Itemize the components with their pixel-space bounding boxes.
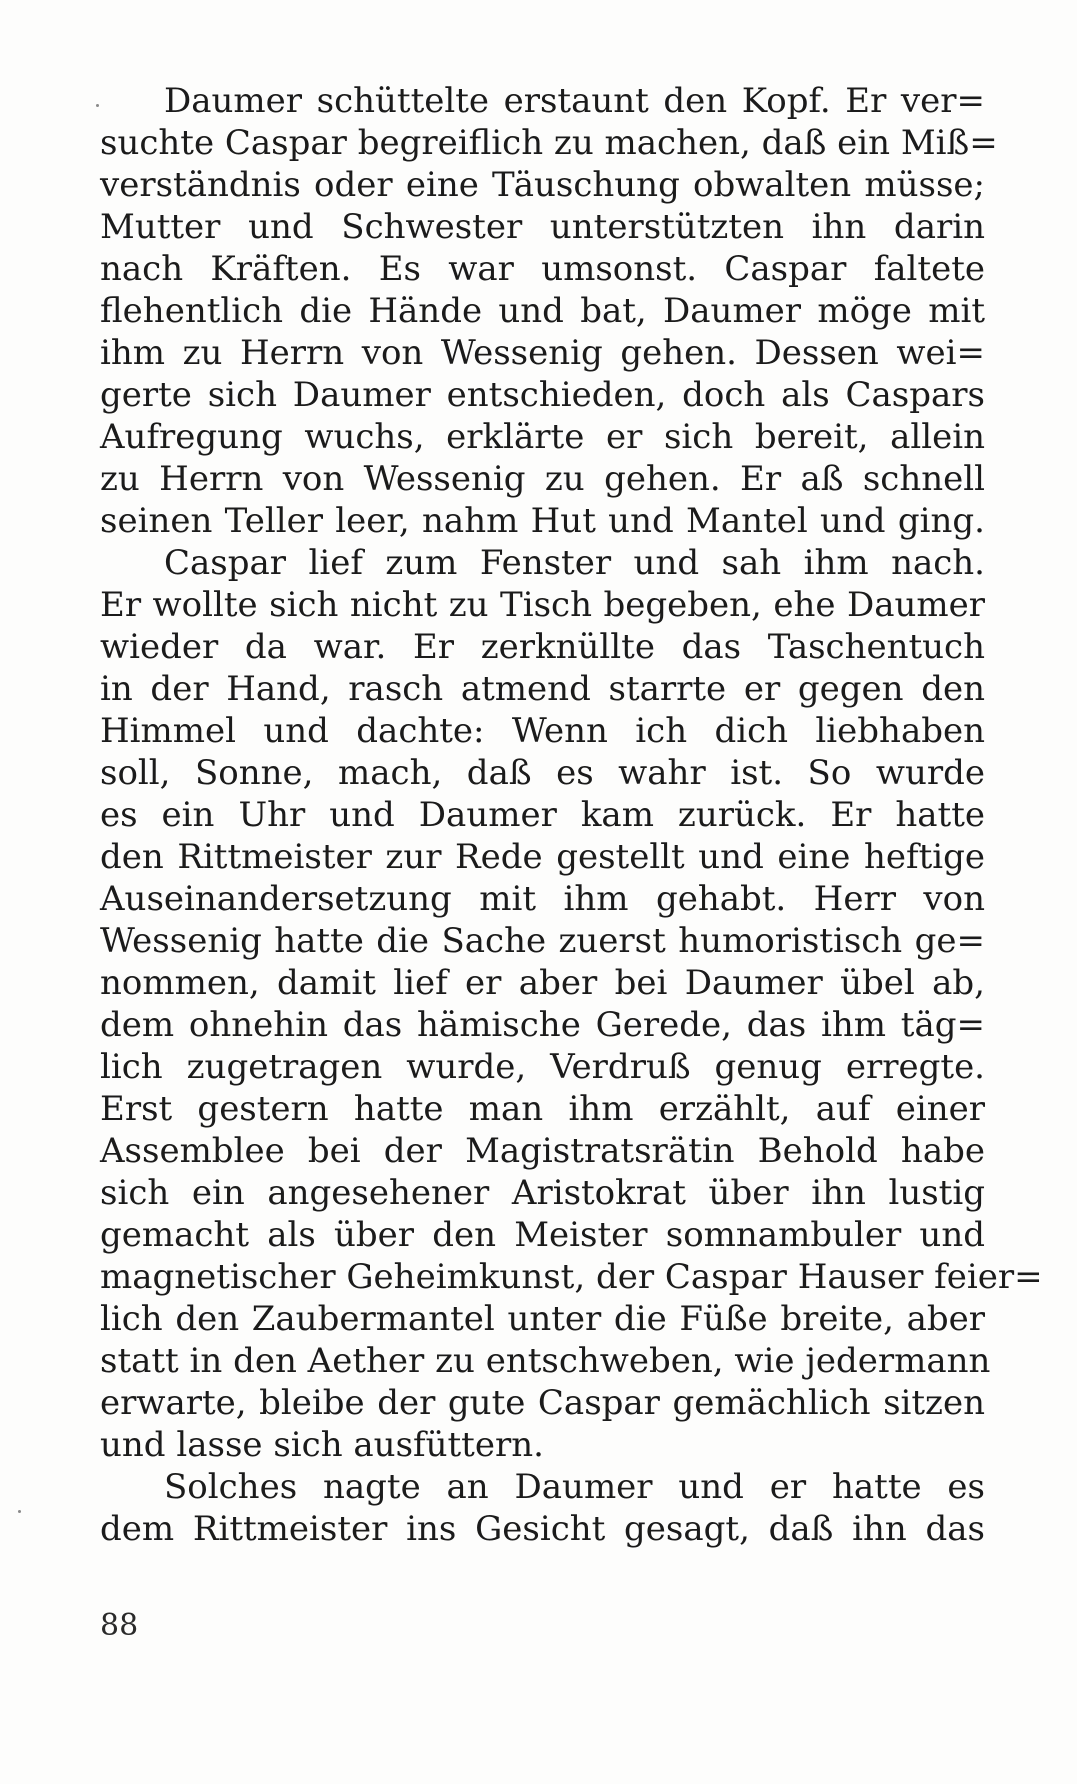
paragraph-3 [100,1466,985,1550]
text-line: seinen Teller leer, nahm Hut und Mantel und ging. [100,501,985,541]
text-line: Er wollte sich nicht zu Tisch begeben, ehe Daumer [100,585,985,625]
text-line: Aufregung wuchs, erklärte er sich bereit, allein [100,417,985,457]
text-line: dem ohnehin das hämische Gerede, das ihm täg= [100,1005,985,1045]
text-line: erwarte, bleibe der gute Caspar gemächlich sitzen [100,1383,985,1423]
text-line: Wessenig hatte die Sache zuerst humoristisch ge= [100,921,985,961]
text-line: es ein Uhr und Daumer kam zurück. Er hatte [100,795,985,835]
text-line: verständnis oder eine Täuschung obwalten müsse; [100,165,985,205]
text-line: Assemblee bei der Magistratsrätin Behold habe [100,1131,985,1171]
text-line: ihm zu Herrn von Wessenig gehen. Dessen wei= [100,333,985,373]
text-line: lich zugetragen wurde, Verdruß genug erregte. [100,1047,985,1087]
text-line: Erst gestern hatte man ihm erzählt, auf einer [100,1089,985,1129]
text-line: nach Kräften. Es war umsonst. Caspar faltete [100,249,985,289]
text-line: Daumer schüttelte erstaunt den Kopf. Er ver= [164,81,985,121]
text-line: und lasse sich ausfüttern. [100,1425,544,1465]
text-line: sich ein angesehener Aristokrat über ihn lustig [100,1173,985,1213]
paragraph-2 [100,542,1043,1466]
text-line: nommen, damit lief er aber bei Daumer übel ab, [100,963,985,1003]
paper-speck [18,1510,21,1513]
text-line: Auseinandersetzung mit ihm gehabt. Herr von [100,879,985,919]
page-number: 88 [100,1608,139,1643]
text-line: Mutter und Schwester unterstützten ihn darin [100,207,985,247]
text-line: dem Rittmeister ins Gesicht gesagt, daß ihn das [100,1509,985,1549]
text-line: statt in den Aether zu entschweben, wie jedermann [100,1341,991,1381]
text-line: wieder da war. Er zerknüllte das Taschentuch [100,627,985,667]
text-line: Himmel und dachte: Wenn ich dich liebhaben [100,711,985,751]
paragraph-1 [100,80,998,542]
text-line: gerte sich Daumer entschieden, doch als Caspars [100,375,985,415]
text-line: zu Herrn von Wessenig zu gehen. Er aß schnell [100,459,985,499]
paper-speck [96,104,99,107]
body-text [100,80,1043,1550]
text-line: Solches nagte an Daumer und er hatte es [164,1467,985,1507]
text-line: Caspar lief zum Fenster und sah ihm nach. [164,543,985,583]
text-line: soll, Sonne, mach, daß es wahr ist. So wurde [100,753,985,793]
text-line: den Rittmeister zur Rede gestellt und eine heftige [100,837,985,877]
text-line: gemacht als über den Meister somnambuler und [100,1215,985,1255]
text-line: flehentlich die Hände und bat, Daumer möge mit [100,291,985,331]
text-line: lich den Zaubermantel unter die Füße breite, aber [100,1299,985,1339]
text-line: in der Hand, rasch atmend starrte er gegen den [100,669,985,709]
text-line: suchte Caspar begreiflich zu machen, daß ein Miß= [100,123,998,163]
text-line: magnetischer Geheimkunst, der Caspar Hauser feier= [100,1257,1043,1297]
